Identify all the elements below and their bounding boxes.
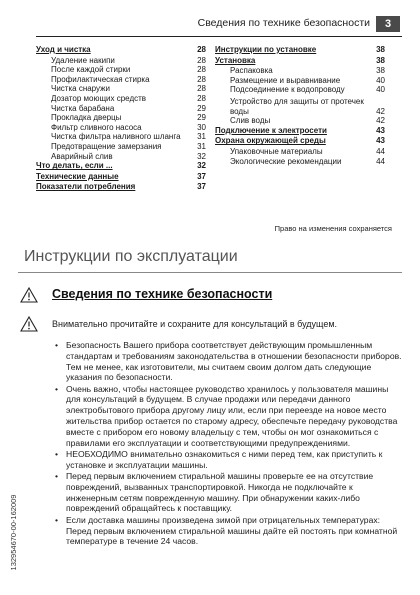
toc-entry-page: 31: [197, 141, 206, 151]
toc-entry-title: Чистка снаружи: [51, 84, 110, 94]
toc-entry-page: 42: [376, 106, 385, 116]
toc-entry-title: Профилактическая стирка: [51, 74, 150, 84]
toc-entry-page: 44: [376, 146, 385, 156]
toc-entry-page: 44: [376, 156, 385, 166]
toc-entry-page: 42: [376, 116, 385, 126]
document-code-text: 132954670-00-162009: [9, 494, 18, 571]
header-title: Сведения по технике безопасности: [197, 17, 370, 29]
toc-entry-title: После каждой стирки: [51, 65, 131, 75]
page-header: [0, 16, 420, 34]
toc-sub-entry: [36, 132, 206, 142]
toc-entry-title: Технические данные: [36, 171, 119, 181]
toc-entry-page: 28: [197, 45, 206, 54]
bullet-item: • Безопасность Вашего прибора соответствует действующим промышленным стандартам и требованиям законодательства в отношении безопасности приборов. Тем не менее, как изготовители, мы считаем своим долгом дать следующие указания по безопасности.: [52, 340, 402, 383]
toc-entry-title: Экологические рекомендации: [230, 156, 342, 166]
toc-sub-entry: [215, 157, 385, 167]
toc-main-entry: [215, 45, 385, 55]
toc-entry-title: Подсоединение к водопроводу: [230, 85, 345, 95]
toc-entry-page: 28: [197, 74, 206, 84]
toc-entry-page: 28: [197, 55, 206, 65]
toc-main-entry: [215, 136, 385, 146]
bullet-item: • НЕОБХОДИМО внимательно ознакомиться с ними перед тем, как приступить к установке и эксплуатации машины.: [52, 449, 402, 471]
toc-entry-title: Чистка барабана: [51, 103, 115, 113]
warning-triangle-icon: [20, 316, 38, 332]
toc-sub-entry: [36, 84, 206, 94]
toc-entry-title: Слив воды: [230, 116, 271, 126]
toc-entry-page: 28: [197, 65, 206, 75]
toc-sub-entry: [215, 147, 385, 157]
toc-sub-entry: [36, 142, 206, 152]
section-divider: [18, 272, 402, 273]
toc-entry-title: Устройство для защиты от протечек воды: [230, 96, 364, 116]
toc-entry-title: Предотвращение замерзания: [51, 141, 162, 151]
toc-sub-entry: [36, 75, 206, 85]
toc-entry-page: 30: [197, 122, 206, 132]
toc-sub-entry: [215, 85, 385, 95]
safety-bullet-list: [52, 340, 402, 548]
bullet-item: • Очень важно, чтобы настоящее руководство хранилось у пользователя машины для консультаций в будущем. В случае продажи или передачи данного электробытового прибора другому лицу или, если при переезде на новое место жительства прибор остается по старому адресу, обеспечьте передачу руководства вместе с прибором его новому владельцу с тем, чтобы он мог ознакомиться с правилами его эксплуатации и соответствующими предупреждениями.: [52, 384, 402, 449]
toc-entry-page: 28: [197, 84, 206, 94]
toc-entry-page: 38: [376, 66, 385, 76]
toc-entry-title: Распаковка: [230, 66, 273, 76]
toc-main-entry: [36, 161, 206, 171]
toc-entry-title: Что делать, если ...: [36, 161, 113, 171]
toc-sub-entry: [36, 56, 206, 66]
toc-main-entry: [36, 182, 206, 192]
toc-sub-entry: [36, 123, 206, 133]
toc-entry-page: 43: [376, 125, 385, 135]
toc-right-column: [215, 45, 385, 166]
toc-entry-page: 38: [376, 45, 385, 54]
toc-entry-title: Инструкции по установке: [215, 45, 317, 54]
toc-sub-entry: [36, 113, 206, 123]
toc-entry-page: 32: [197, 161, 206, 171]
toc-entry-page: 28: [197, 93, 206, 103]
toc-entry-page: 29: [197, 113, 206, 123]
toc-entry-title: Размещение и выравнивание: [230, 75, 341, 85]
toc-main-entry: [215, 126, 385, 136]
toc-entry-title: Чистка фильтра наливного шланга: [51, 132, 181, 142]
toc-entry-page: 37: [197, 171, 206, 181]
toc-entry-title: Аварийный слив: [51, 151, 113, 161]
page-number-badge: 3: [376, 16, 400, 32]
section-title: Инструкции по эксплуатации: [24, 248, 238, 265]
bullet-item: • Перед первым включением стиральной машины проверьте ее на отсутствие повреждений, вызванных транспортировкой. Никогда не подключайте к инженерным сетям поврежденную машину. При обнаружении каких-либо повреждений обращайтесь к поставщику.: [52, 471, 402, 514]
toc-entry-title: Упаковочные материалы: [230, 146, 323, 156]
toc-sub-entry: [36, 104, 206, 114]
toc-sub-entry: [36, 152, 206, 162]
intro-text: Внимательно прочитайте и сохраните для консультаций в будущем.: [52, 319, 338, 329]
toc-entry-title: Охрана окружающей среды: [215, 136, 326, 146]
toc-entry-title: Удаление накипи: [51, 55, 115, 65]
rights-note: Право на изменения сохраняется: [274, 224, 392, 233]
toc-entry-page: 43: [376, 136, 385, 146]
bullet-item: • Если доставка машины произведена зимой при отрицательных температурах: Перед первым включением стиральной машины дайте ей постоять при комнатной температуре в течение 24 часов.: [52, 515, 402, 547]
header-divider: [36, 36, 402, 37]
toc-entry-page: 32: [197, 151, 206, 161]
subsection-title: Сведения по технике безопасности: [52, 287, 273, 301]
toc-entry-title: Фильтр сливного насоса: [51, 122, 142, 132]
toc-entry-title: Показатели потребления: [36, 182, 136, 192]
toc-sub-entry: [215, 97, 385, 116]
toc-entry-page: 40: [376, 85, 385, 95]
toc-entry-title: Прокладка дверцы: [51, 113, 122, 123]
toc-sub-entry: [215, 66, 385, 76]
toc-left-column: [36, 45, 206, 193]
toc-sub-entry: [36, 65, 206, 75]
toc-main-entry: [215, 56, 385, 66]
toc-entry-page: 29: [197, 103, 206, 113]
toc-entry-page: 37: [197, 182, 206, 192]
toc-entry-title: Уход и чистка: [36, 45, 91, 54]
toc-entry-page: 31: [197, 132, 206, 142]
warning-triangle-icon: [20, 287, 38, 303]
document-code: [9, 480, 19, 585]
toc-main-entry: [36, 172, 206, 182]
toc-entry-page: 38: [376, 55, 385, 65]
toc-entry-title: Дозатор моющих средств: [51, 93, 147, 103]
toc-entry-title: Установка: [215, 55, 256, 65]
toc-sub-entry: [215, 76, 385, 86]
toc-main-entry: [36, 45, 206, 55]
toc-entry-title: Подключение к электросети: [215, 125, 327, 135]
toc-entry-page: 40: [376, 75, 385, 85]
toc-sub-entry: [36, 94, 206, 104]
toc-sub-entry: [215, 116, 385, 126]
